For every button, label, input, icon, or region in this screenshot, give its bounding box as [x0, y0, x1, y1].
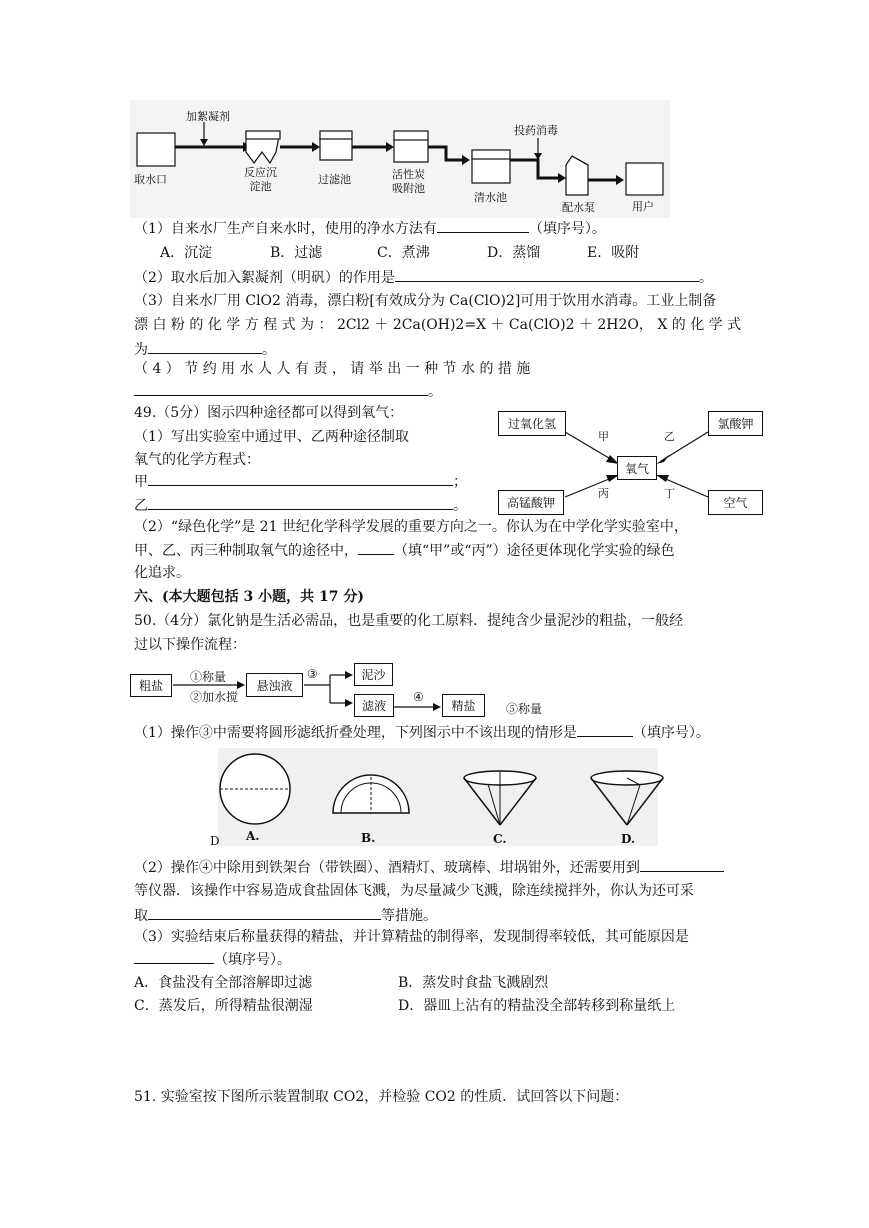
route-label-bing: 丙 — [598, 487, 609, 500]
q50-answer-blank-4[interactable] — [134, 950, 214, 964]
figure-label-b: B. — [361, 831, 376, 845]
node-potassium-permanganate: 高锰酸钾 — [498, 490, 564, 515]
q49-title: 49.（5分）图示四种途径都可以得到氧气： — [134, 405, 404, 421]
flow-mud: 泥沙 — [354, 663, 393, 686]
label-clear-tank: 清水池 — [474, 191, 507, 204]
q49-jia-label: 甲 — [134, 474, 148, 490]
flow-filtrate: 滤液 — [354, 694, 394, 717]
q50-part2-prefix: 取 — [134, 908, 148, 924]
q49-part2-text-b: （填“甲”或“丙”）途径更体现化学实验的绿色 — [394, 543, 675, 559]
label-pump: 配水泵 — [562, 201, 595, 214]
flow-suspension: 悬浊液 — [246, 673, 303, 697]
label-filter: 过滤池 — [318, 173, 351, 186]
label-intake: 取水口 — [134, 173, 167, 186]
q50-option-b: B．蒸发时食盐飞溅剧烈 — [398, 975, 549, 991]
q50-part3-line2 — [134, 950, 291, 969]
q48-part1-text: （1）自来水厂生产自来水时，使用的净水方法有 — [134, 221, 437, 237]
node-hydrogen-peroxide: 过氧化氢 — [498, 411, 566, 436]
label-user: 用户 — [632, 200, 654, 213]
label-reactor-text: 反应沉 淀池 — [244, 166, 277, 193]
q50-part1-tail: （填序号）。 — [632, 725, 710, 741]
q48-option-c: C．煮沸 — [377, 245, 430, 261]
q49-part2-line3: 化追求。 — [134, 565, 190, 581]
q49-jia-semicolon: ； — [453, 474, 467, 490]
flow-refined-salt: 精盐 — [442, 694, 485, 717]
node-potassium-chlorate: 氯酸钾 — [708, 411, 763, 436]
q50-part2-line3 — [134, 906, 437, 925]
q49-part1-line1: （1）写出实验室中通过甲、乙两种途径制取 — [134, 429, 409, 445]
q49-yi-label: 乙 — [134, 498, 148, 514]
q48-part4-line1: （ 4 ） 节 约 用 水 人 人 有 责 ， 请 举 出 一 种 节 水 的 措 施 — [134, 361, 531, 377]
stray-d-mark: D — [210, 834, 220, 848]
node-oxygen: 氧气 — [617, 456, 657, 480]
flow-step4: ④ — [413, 690, 424, 704]
q51-line1: 51. 实验室按下图所示装置制取 CO2，并检验 CO2 的性质．试回答以下问题： — [134, 1089, 629, 1105]
flow-step2: ②加水搅 — [190, 690, 239, 704]
q48-part3-prefix: 为 — [134, 342, 148, 358]
q48-part2-tail: 。 — [698, 270, 713, 286]
q49-part1-line2: 氧气的化学方程式： — [134, 452, 260, 468]
q50-part3-line1: （3）实验结束后称量获得的精盐，并计算精盐的制得率，发现制得率较低，其可能原因是 — [134, 929, 689, 945]
flow-crude-salt: 粗盐 — [130, 674, 172, 697]
q50-part2-line1 — [134, 858, 724, 877]
figure-label-a: A. — [246, 829, 260, 843]
q48-part2-text: （2）取水后加入絮凝剂（明矾）的作用是 — [134, 270, 395, 286]
q49-part2-text-a: 甲、乙、丙三种制取氧气的途径中， — [134, 543, 358, 559]
label-flocculant: 加絮凝剂 — [186, 110, 230, 123]
q50-part1-text: （1）操作③中需要将圆形滤纸折叠处理，下列图示中不该出现的情形是 — [134, 725, 577, 741]
route-label-jia: 甲 — [598, 430, 609, 443]
figure-label-c: C. — [493, 832, 507, 846]
q48-option-e: E．吸附 — [587, 245, 640, 261]
q50-option-c: C．蒸发后，所得精盐很潮湿 — [134, 998, 313, 1014]
figure-label-d: D. — [621, 832, 636, 846]
q48-part4-tail: 。 — [428, 384, 442, 400]
q50-part2-tail: 等措施。 — [381, 908, 437, 924]
q48-option-a: A．沉淀 — [160, 245, 213, 261]
route-label-yi: 乙 — [664, 430, 675, 443]
q50-part2-line2: 等仪器．该操作中容易造成食盐固体飞溅，为尽量减少飞溅，除连续搅拌外，你认为还可采 — [134, 883, 694, 899]
label-carbon-text: 活性炭 吸附池 — [392, 168, 425, 195]
route-label-ding: 丁 — [664, 487, 675, 500]
node-air: 空气 — [708, 490, 763, 515]
section-6-heading: 六、(本大题包括 3 小题，共 17 分) — [134, 589, 364, 605]
q49-yi-period: 。 — [453, 498, 467, 514]
q50-answer-blank-3[interactable] — [148, 906, 381, 920]
q50-intro-line1: 50.（4分）氯化钠是生活必需品，也是重要的化工原料．提纯含少量泥沙的粗盐，一般经 — [134, 613, 684, 629]
flow-step5: ⑤称量 — [506, 702, 543, 716]
q50-part3-tail: （填序号）。 — [214, 952, 291, 968]
q50-option-d: D．器皿上沾有的精盐没全部转移到称量纸上 — [398, 998, 676, 1014]
q48-part3-line1: （3）自来水厂用 ClO2 消毒，漂白粉[有效成分为 Ca(ClO)2]可用于饮用水消毒。工业上制备 — [134, 293, 717, 309]
q50-answer-blank-2[interactable] — [640, 858, 724, 872]
q50-intro-line2: 过以下操作流程： — [134, 637, 246, 653]
label-disinfect: 投药消毒 — [514, 124, 558, 137]
q48-option-d: D．蒸馏 — [487, 245, 541, 261]
q49-part2-line1: （2）“绿色化学”是 21 世纪化学科学发展的重要方向之一。你认为在中学化学实验室中， — [134, 519, 688, 535]
q48-part3-tail: 。 — [262, 342, 276, 358]
q48-part1-tail: （填序号）。 — [528, 221, 606, 237]
q48-part3-line2: 漂 白 粉 的 化 学 方 程 式 为 ： 2Cl2 ＋ 2Ca(OH)2=X ＋ Ca(ClO)2 ＋ 2H2O， X 的 化 学 式 — [134, 317, 742, 333]
flow-step3: ③ — [307, 667, 318, 681]
flow-step1: ①称量 — [190, 670, 227, 684]
q50-part2-text: （2）操作④中除用到铁架台（带铁圈）、酒精灯、玻璃棒、坩埚钳外，还需要用到 — [134, 860, 640, 876]
q50-option-a: A．食盐没有全部溶解即过滤 — [134, 975, 313, 991]
q48-option-b: B．过滤 — [270, 245, 323, 261]
